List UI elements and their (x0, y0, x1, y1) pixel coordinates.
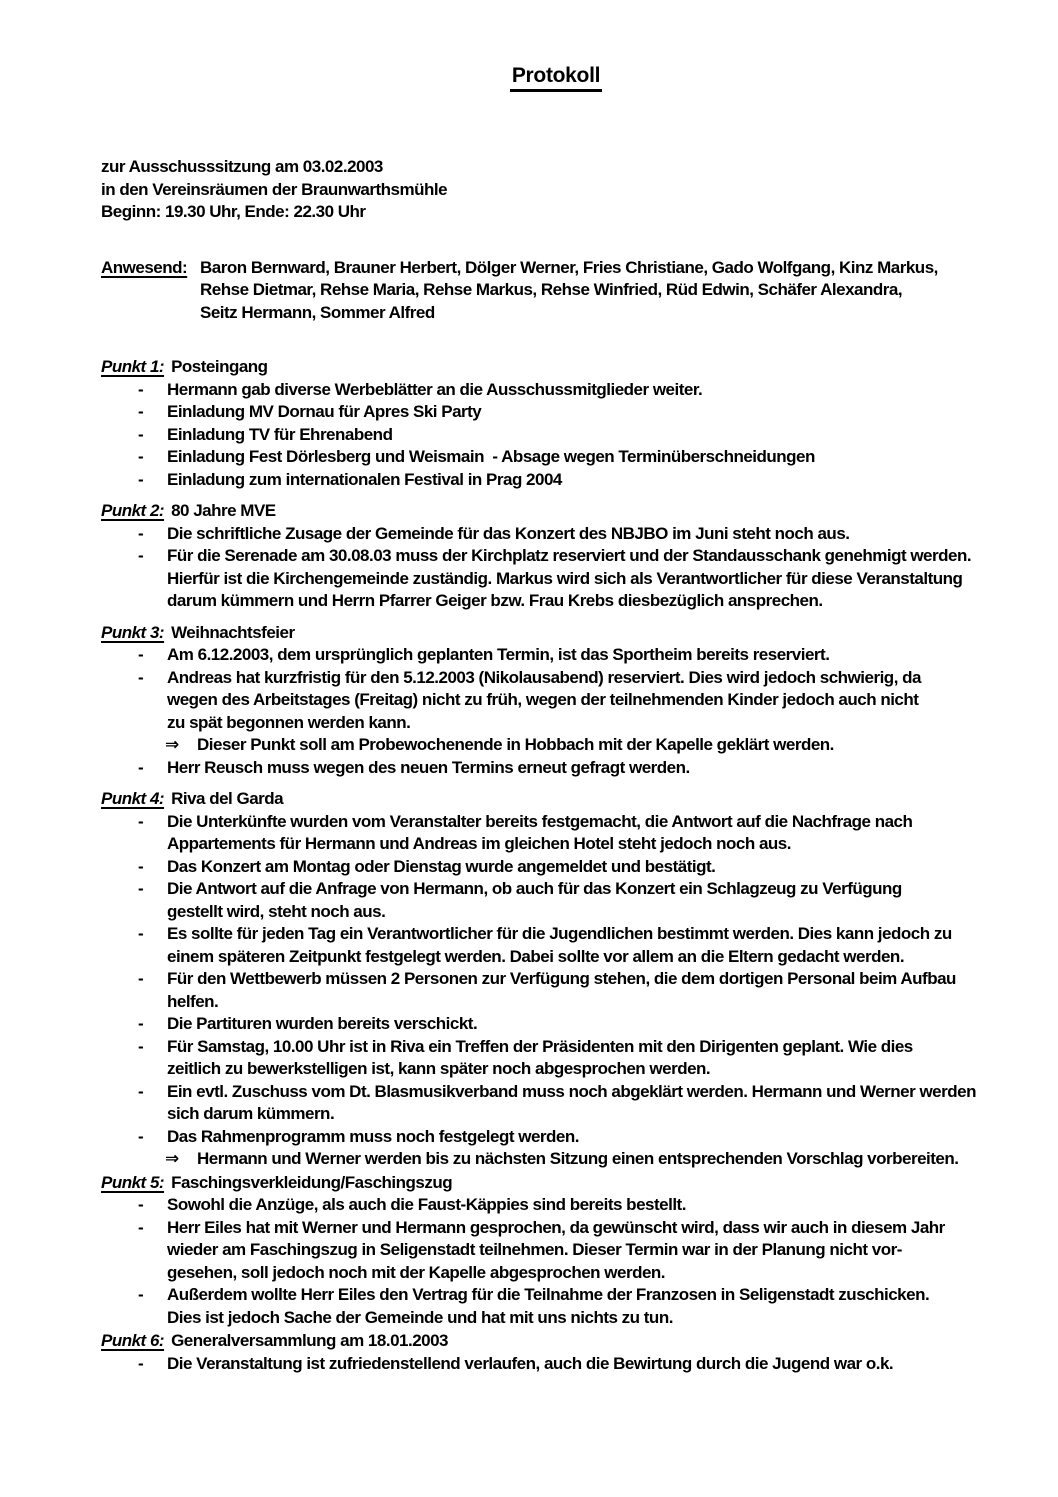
section-title: Faschingsverkleidung/Faschingszug (171, 1172, 453, 1192)
section-header (101, 356, 1011, 379)
item-text (167, 401, 481, 424)
section-title: Weihnachtsfeier (171, 622, 295, 642)
bullet-marker: - (138, 856, 144, 876)
arrow-marker: ⇒ (165, 1149, 179, 1168)
item-text (167, 968, 956, 1013)
item-line: Das Konzert am Montag oder Dienstag wurde angemeldet und bestätigt. (167, 856, 716, 876)
bullet-marker: - (138, 1285, 144, 1304)
item-line: Das Rahmenprogramm muss noch festgelegt werden. (167, 1126, 579, 1146)
item-text (167, 757, 690, 780)
list-item (101, 811, 1011, 856)
arrow-marker: ⇒ (165, 735, 179, 754)
item-line: einem späteren Zeitpunkt festgelegt werden. Dabei sollte vor allem an die Eltern gedacht werden. (167, 946, 905, 966)
item-text (167, 379, 702, 402)
item-line: Herr Eiles hat mit Werner und Hermann gesprochen, da gewünscht wird, dass wir auch in diesem Jahr (167, 1217, 945, 1237)
section-label: Punkt 6: (101, 1331, 165, 1350)
section-header (101, 1330, 1011, 1353)
bullet-marker: - (138, 879, 144, 898)
item-line: Dieser Punkt soll am Probewochenende in Hobbach mit der Kapelle geklärt werden. (197, 735, 834, 754)
item-line: Dies ist jedoch Sache der Gemeinde und hat mit uns nichts zu tun. (167, 1307, 673, 1327)
list-item (101, 523, 1011, 546)
meeting-info (101, 156, 1011, 224)
item-text (167, 644, 829, 667)
item-text (167, 1353, 893, 1376)
item-line: Herr Reusch muss wegen des neuen Termins erneut gefragt werden. (167, 757, 690, 777)
meeting-info-line: Beginn: 19.30 Uhr, Ende: 22.30 Uhr (101, 202, 366, 221)
item-text (167, 1194, 686, 1217)
list-item (101, 968, 1011, 1013)
item-text (167, 523, 850, 546)
item-line: Die Partituren wurden bereits verschickt. (167, 1014, 478, 1033)
item-text (167, 424, 392, 447)
list-item (101, 856, 1011, 879)
item-text (167, 1013, 477, 1036)
bullet-marker: - (138, 811, 144, 831)
list-item (101, 1353, 1011, 1376)
document-header (101, 63, 1011, 92)
item-text (167, 923, 952, 968)
bullet-marker: - (138, 424, 144, 444)
list-item (101, 424, 1011, 447)
item-line: Sowohl die Anzüge, als auch die Faust-Käppies sind bereits bestellt. (167, 1195, 686, 1214)
bullet-marker: - (138, 469, 144, 489)
section-header (101, 788, 1011, 811)
list-item (101, 734, 1011, 757)
section-punkt-6 (101, 1330, 1011, 1375)
bullet-marker: - (138, 1195, 144, 1214)
section-title: Riva del Garda (171, 789, 284, 808)
item-line: gestellt wird, steht noch aus. (167, 901, 386, 921)
item-text (167, 878, 902, 923)
list-item (101, 757, 1011, 780)
bullet-marker: - (138, 1353, 144, 1373)
attendees-names-line: Seitz Hermann, Sommer Alfred (200, 302, 435, 322)
section-label: Punkt 5: (101, 1172, 165, 1192)
bullet-marker: - (138, 1081, 144, 1101)
item-line: Außerdem wollte Herr Eiles den Vertrag für die Teilnahme der Franzosen in Seligenstadt zuschicken. (167, 1285, 930, 1304)
list-item (101, 379, 1011, 402)
item-line: Es sollte für jeden Tag ein Verantwortlicher für die Jugendlichen bestimmt werden. Dies kann jedoch zu (167, 924, 952, 943)
section-label: Punkt 3: (101, 622, 165, 642)
list-item (101, 878, 1011, 923)
item-line: darum kümmern und Herrn Pfarrer Geiger bzw. Frau Krebs diesbezüglich ansprechen. (167, 591, 823, 610)
list-item (101, 469, 1011, 492)
item-line: Die Unterkünfte wurden vom Veranstalter bereits festgemacht, die Antwort auf die Nachfrage nach (167, 811, 913, 831)
bullet-marker: - (138, 1217, 144, 1237)
section-punkt-5 (101, 1172, 1011, 1330)
list-item (101, 1036, 1011, 1081)
attendees-names (200, 257, 938, 325)
bullet-marker: - (138, 379, 144, 399)
item-line: Einladung MV Dornau für Apres Ski Party (167, 402, 482, 421)
item-line: Andreas hat kurzfristig für den 5.12.2003 (Nikolausabend) reserviert. Dies wird jedoch schwierig, da (167, 667, 921, 687)
item-line: Am 6.12.2003, dem ursprünglich geplanten Termin, ist das Sportheim bereits reserviert. (167, 645, 830, 664)
item-text (197, 734, 834, 757)
list-item (101, 1081, 1011, 1126)
item-text (167, 1284, 929, 1329)
bullet-marker: - (138, 402, 144, 421)
list-item (101, 1126, 1011, 1149)
section-punkt-1 (101, 356, 1011, 491)
item-line: gesehen, soll jedoch noch mit der Kapelle abgesprochen werden. (167, 1262, 666, 1282)
bullet-marker: - (138, 757, 144, 777)
item-text (167, 1036, 913, 1081)
bullet-marker: - (138, 969, 144, 988)
list-item (101, 401, 1011, 424)
list-item (101, 644, 1011, 667)
item-text (167, 856, 715, 879)
item-line: Für Samstag, 10.00 Uhr ist in Riva ein Treffen der Präsidenten mit den Dirigenten geplant. Wie dies (167, 1036, 913, 1056)
list-item (101, 1284, 1011, 1329)
list-item (101, 1217, 1011, 1285)
attendees-label-box (101, 257, 200, 325)
attendees-names-line: Rehse Dietmar, Rehse Maria, Rehse Markus, Rehse Winfried, Rüd Edwin, Schäfer Alexandra, (200, 280, 903, 299)
list-item (101, 923, 1011, 968)
section-title: 80 Jahre MVE (171, 501, 276, 520)
item-line: sich darum kümmern. (167, 1104, 335, 1123)
section-label: Punkt 2: (101, 501, 165, 520)
list-item (101, 1013, 1011, 1036)
item-line: Hermann gab diverse Werbeblätter an die Ausschussmitglieder weiter. (167, 379, 703, 399)
item-text (197, 1148, 958, 1171)
sections-container (101, 356, 1011, 1375)
list-item (101, 1194, 1011, 1217)
bullet-marker: - (138, 645, 144, 664)
item-text (167, 1217, 945, 1285)
item-line: Für die Serenade am 30.08.03 muss der Kirchplatz reserviert und der Standausschank genehmigt werden. (167, 546, 972, 565)
bullet-marker: - (138, 1014, 144, 1033)
item-line: zu spät begonnen werden kann. (167, 712, 411, 732)
item-line: Appartements für Hermann und Andreas im gleichen Hotel steht jedoch noch aus. (167, 834, 791, 853)
item-text (167, 1081, 976, 1126)
list-item (101, 1148, 1011, 1171)
attendees-label: Anwesend: (101, 257, 188, 277)
section-punkt-2 (101, 500, 1011, 613)
item-line: Hermann und Werner werden bis zu nächsten Sitzung einen entsprechenden Vorschlag vorbereiten. (197, 1149, 959, 1168)
section-punkt-3 (101, 622, 1011, 780)
item-line: Einladung TV für Ehrenabend (167, 424, 393, 444)
attendees-block (101, 257, 1011, 325)
section-punkt-4 (101, 788, 1011, 1171)
item-line: Für den Wettbewerb müssen 2 Personen zur Verfügung stehen, die dem dortigen Personal beim Aufbau (167, 969, 956, 988)
item-text (167, 469, 562, 492)
item-line: Die schriftliche Zusage der Gemeinde für das Konzert des NBJBO im Juni steht noch aus. (167, 523, 850, 543)
section-title: Posteingang (171, 357, 268, 376)
item-text (167, 446, 815, 469)
section-header (101, 622, 1011, 645)
section-header (101, 500, 1011, 523)
section-label: Punkt 1: (101, 357, 165, 376)
meeting-info-line: in den Vereinsräumen der Braunwarthsmühle (101, 179, 448, 199)
item-line: Einladung Fest Dörlesberg und Weismain - Absage wegen Terminüberschneidungen (167, 447, 815, 466)
bullet-marker: - (138, 667, 144, 687)
item-text (167, 545, 971, 613)
list-item (101, 545, 1011, 613)
section-label: Punkt 4: (101, 789, 165, 808)
item-line: helfen. (167, 991, 219, 1011)
item-text (167, 667, 921, 735)
item-line: Ein evtl. Zuschuss vom Dt. Blasmusikverband muss noch abgeklärt werden. Hermann und Werner werden (167, 1081, 976, 1101)
bullet-marker: - (138, 1126, 144, 1146)
attendees-names-line: Baron Bernward, Brauner Herbert, Dölger Werner, Fries Christiane, Gado Wolfgang, Kinz Markus, (200, 257, 938, 277)
item-line: Einladung zum internationalen Festival in Prag 2004 (167, 469, 562, 489)
item-text (167, 811, 912, 856)
item-line: Die Antwort auf die Anfrage von Hermann, ob auch für das Konzert ein Schlagzeug zu Verfügung (167, 879, 902, 898)
meeting-info-line: zur Ausschusssitzung am 03.02.2003 (101, 157, 383, 176)
item-line: wieder am Faschingszug in Seligenstadt teilnehmen. Dieser Termin war in der Planung nicht vor- (167, 1240, 902, 1259)
bullet-marker: - (138, 546, 144, 565)
bullet-marker: - (138, 1036, 144, 1056)
bullet-marker: - (138, 523, 144, 543)
bullet-marker: - (138, 447, 144, 466)
list-item (101, 446, 1011, 469)
bullet-marker: - (138, 924, 144, 943)
item-line: Die Veranstaltung ist zufriedenstellend verlaufen, auch die Bewirtung durch die Jugend war o.k. (167, 1353, 894, 1373)
item-line: wegen des Arbeitstages (Freitag) nicht zu früh, wegen der teilnehmenden Kinder jedoch auch nicht (167, 690, 919, 709)
section-title: Generalversammlung am 18.01.2003 (171, 1331, 449, 1350)
section-header (101, 1172, 1011, 1195)
page-title: Protokoll (510, 63, 602, 92)
item-line: zeitlich zu bewerkstelligen ist, kann später noch abgesprochen werden. (167, 1059, 711, 1078)
item-line: Hierfür ist die Kirchengemeinde zuständig. Markus wird sich als Verantwortlicher für diese Veranstaltung (167, 568, 963, 588)
item-text (167, 1126, 579, 1149)
list-item (101, 667, 1011, 735)
